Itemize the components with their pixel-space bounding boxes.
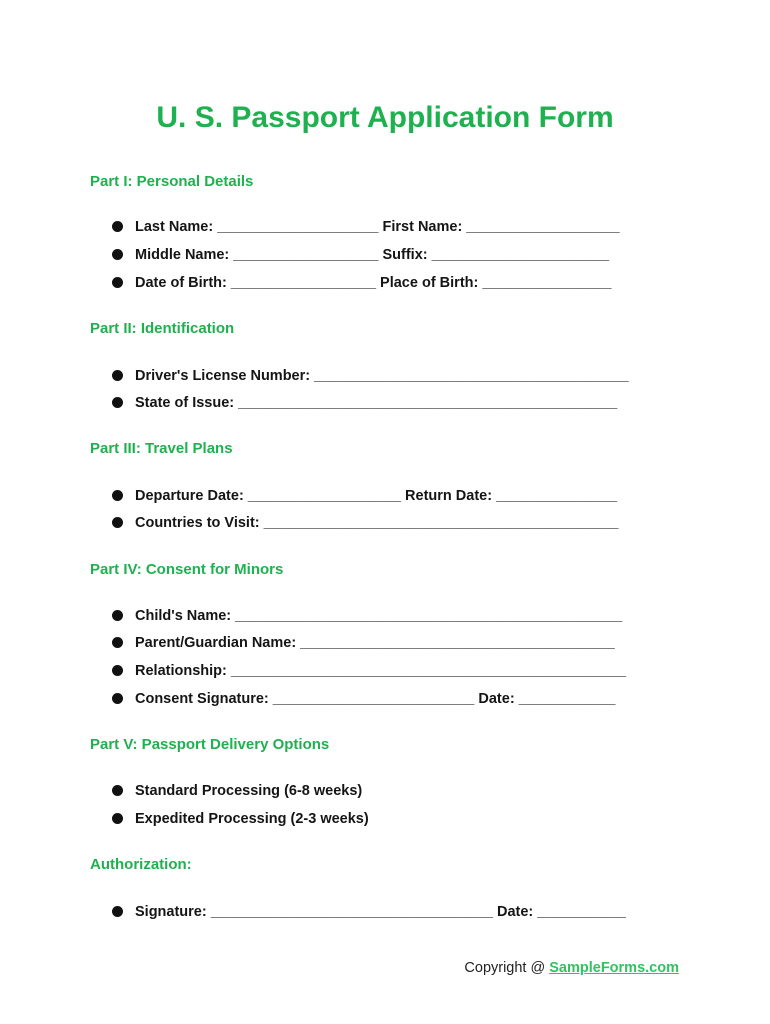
list-item-parent-guardian-name[interactable] <box>112 633 615 653</box>
option-label: Expedited Processing (2-3 weeks) <box>135 811 369 827</box>
list-item-relationship[interactable] <box>112 661 626 681</box>
section-heading-authorization: Authorization: <box>90 856 192 873</box>
bullet-icon <box>112 693 123 704</box>
list-item-middle-name-suffix[interactable] <box>112 245 609 265</box>
field-label-line: Date of Birth: __________________ Place of Birth: ________________ <box>135 275 612 291</box>
option-label: Standard Processing (6-8 weeks) <box>135 783 363 799</box>
bullet-icon <box>112 397 123 408</box>
list-item-date-place-of-birth[interactable] <box>112 273 611 293</box>
bullet-icon <box>112 637 123 648</box>
bullet-icon <box>112 665 123 676</box>
list-item-state-of-issue[interactable] <box>112 393 617 413</box>
copyright-prefix: Copyright @ <box>464 960 550 976</box>
section-heading-consent-for-minors: Part IV: Consent for Minors <box>90 561 284 578</box>
list-item-signature-date[interactable] <box>112 902 626 922</box>
field-label-line: Middle Name: __________________ Suffix: ______________________ <box>135 247 610 263</box>
bullet-icon <box>112 490 123 501</box>
field-label-line: Countries to Visit: ____________________________________________ <box>135 515 619 531</box>
list-item-standard-processing[interactable] <box>112 781 362 801</box>
list-item-consent-signature[interactable] <box>112 689 615 709</box>
bullet-icon <box>112 517 123 528</box>
list-item-last-first-name[interactable] <box>112 217 620 237</box>
field-label-line: Parent/Guardian Name: _______________________________________ <box>135 635 615 651</box>
field-label-line: Driver's License Number: _______________________________________ <box>135 368 629 384</box>
field-label-line: Relationship: _________________________________________________ <box>135 663 627 679</box>
field-label-line: Last Name: ____________________ First Name: ___________________ <box>135 219 620 235</box>
field-label-line: State of Issue: _______________________________________________ <box>135 395 618 411</box>
section-heading-travel-plans: Part III: Travel Plans <box>90 440 233 457</box>
bullet-icon <box>112 277 123 288</box>
section-heading-delivery-options: Part V: Passport Delivery Options <box>90 736 330 753</box>
bullet-icon <box>112 906 123 917</box>
section-heading-personal-details: Part I: Personal Details <box>90 173 254 190</box>
field-label-line: Child's Name: ________________________________________________ <box>135 608 623 624</box>
bullet-icon <box>112 813 123 824</box>
bullet-icon <box>112 370 123 381</box>
bullet-icon <box>112 785 123 796</box>
form-title: U. S. Passport Application Form <box>156 101 614 134</box>
list-item-departure-return-date[interactable] <box>112 486 617 506</box>
list-item-countries-to-visit[interactable] <box>112 513 618 533</box>
sampleforms-link[interactable]: SampleForms.com <box>549 960 679 976</box>
bullet-icon <box>112 221 123 232</box>
list-item-childs-name[interactable] <box>112 606 622 626</box>
copyright-footer <box>464 958 679 978</box>
list-item-expedited-processing[interactable] <box>112 809 369 829</box>
bullet-icon <box>112 610 123 621</box>
bullet-icon <box>112 249 123 260</box>
field-label-line: Consent Signature: _________________________ Date: ____________ <box>135 691 616 707</box>
field-label-line: Departure Date: ___________________ Return Date: _______________ <box>135 488 618 504</box>
list-item-drivers-license[interactable] <box>112 366 629 386</box>
section-heading-identification: Part II: Identification <box>90 320 235 337</box>
field-label-line: Signature: ___________________________________ Date: ___________ <box>135 904 626 920</box>
